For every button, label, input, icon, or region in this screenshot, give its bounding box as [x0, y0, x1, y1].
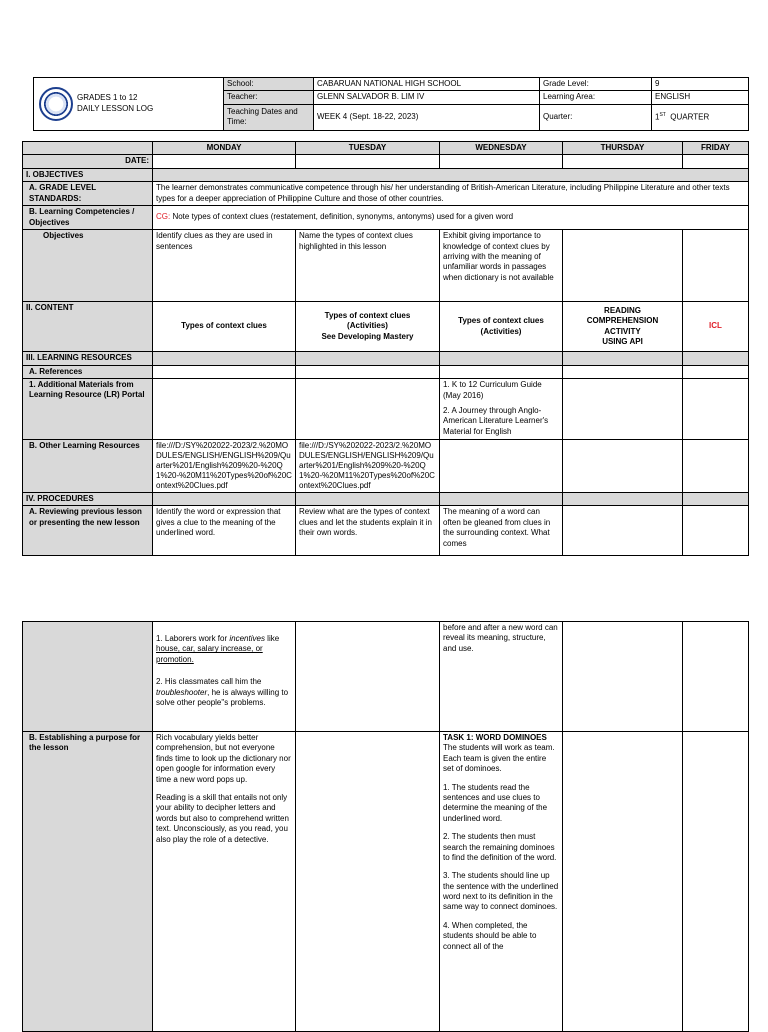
content-tuesday: [296, 302, 440, 352]
purpose-paragraph-1: Rich vocabulary yields better comprehension, but not everyone finds time to look up the dictionary nor open google for information every time a new word pops up.: [156, 733, 291, 784]
lesson-log-table: [22, 141, 749, 556]
logo-title-line2: DAILY LESSON LOG: [77, 103, 154, 113]
reviewing-wednesday: The meaning of a word can often be gleaned from clues in the surrounding context. What comes: [440, 506, 563, 556]
content-thursday-line1: READING: [604, 305, 641, 315]
objective-monday: Identify clues as they are used in sentences: [153, 230, 296, 302]
additional-materials-label: 1. Additional Materials from Learning Resource (LR) Portal: [23, 378, 153, 439]
objective-tuesday: Name the types of context clues highlighted in this lesson: [296, 230, 440, 302]
cg-prefix: CG:: [156, 212, 171, 222]
content-thursday-line4: USING API: [602, 337, 643, 347]
references-label: A. References: [23, 365, 153, 378]
teaching-dates-label: Teaching Dates and Time:: [224, 104, 314, 130]
objective-wednesday: Exhibit giving importance to knowledge of context clues by arriving with the meaning of unfamiliar words in passages when dictionary is not available: [440, 230, 563, 302]
header-info-table: [33, 77, 749, 131]
content-thursday-line3: ACTIVITY: [604, 326, 641, 336]
additional-ref-1: 1. K to 12 Curriculum Guide (May 2016): [443, 379, 542, 400]
establishing-purpose-monday: [153, 732, 296, 1032]
learning-competencies-text: [153, 206, 749, 230]
content-wednesday-line2: (Activities): [480, 326, 522, 336]
additional-materials-wednesday: [440, 378, 563, 439]
reviewing-monday-examples: [153, 622, 296, 732]
reviewing-wednesday-continued: before and after a new word can reveal its meaning, structure, and use.: [440, 622, 563, 732]
content-tuesday-line3: See Developing Mastery: [321, 331, 414, 341]
objectives-label: Objectives: [23, 230, 153, 302]
purpose-paragraph-2: Reading is a skill that entails not only your ability to decipher letters and words but also to comprehend written text. Unconsciously, as you read, you also play the role of a detective.: [156, 792, 289, 844]
task-title: TASK 1: WORD DOMINOES: [443, 733, 547, 742]
task-step-2: 2. The students then must search the remaining dominoes to find the definition of the word.: [443, 832, 557, 862]
day-header-monday: MONDAY: [153, 142, 296, 155]
learning-competencies-label: B. Learning Competencies / Objectives: [23, 206, 153, 230]
school-value: CABARUAN NATIONAL HIGH SCHOOL: [314, 78, 540, 91]
grade-level-standards-text: The learner demonstrates communicative competence through his/ her understanding of British-American Literature, including Philippine Literature and other texts types for a deeper appreciation of Philippine Culture and those of other countries.: [153, 182, 749, 206]
quarter-word: QUARTER: [670, 112, 710, 122]
content-thursday: [563, 302, 683, 352]
content-monday: Types of context clues: [153, 302, 296, 352]
content-label: II. CONTENT: [23, 302, 153, 352]
learning-area-value: ENGLISH: [652, 91, 749, 104]
teacher-label: Teacher:: [224, 91, 314, 104]
grade-level-standards-label: A. GRADE LEVEL STANDARDS:: [23, 182, 153, 206]
task-step-3: 3. The students should line up the sentence with the underlined word next to its definition in the same way to connect dominoes.: [443, 871, 559, 912]
reviewing-lesson-label: A. Reviewing previous lesson or presenting the new lesson: [23, 506, 153, 556]
task-step-1: 1. The students read the sentences and use clues to determine the meaning of the underlined word.: [443, 782, 548, 823]
date-label: DATE:: [23, 155, 153, 168]
task-intro: The students will work as team. Each team is given the entire set of dominoes.: [443, 743, 555, 774]
reviewing-tuesday: Review what are the types of context clues and let the students explain it in their own words.: [296, 506, 440, 556]
reviewing-monday: Identify the word or expression that gives a clue to the meaning of the underlined word.: [153, 506, 296, 556]
content-friday: ICL: [683, 302, 749, 352]
quarter-value: [652, 104, 749, 130]
section-learning-resources: III. LEARNING RESOURCES: [23, 352, 153, 365]
lesson-log-table-continued: [22, 621, 749, 1032]
content-wednesday: [440, 302, 563, 352]
deped-seal-icon: [39, 87, 73, 121]
teaching-dates-value: WEEK 4 (Sept. 18-22, 2023): [314, 104, 540, 130]
day-header-thursday: THURSDAY: [563, 142, 683, 155]
quarter-number: 1: [655, 112, 660, 122]
quarter-superscript: ST: [659, 111, 666, 118]
quarter-label: Quarter:: [540, 104, 652, 130]
content-tuesday-line1: Types of context clues: [324, 311, 411, 321]
logo-cell: [34, 78, 224, 131]
establishing-purpose-label: B. Establishing a purpose for the lesson: [23, 732, 153, 1032]
school-label: School:: [224, 78, 314, 91]
day-header-wednesday: WEDNESDAY: [440, 142, 563, 155]
task-step-4: 4. When completed, the students should be able to connect all of the: [443, 920, 537, 951]
day-header-friday: FRIDAY: [683, 142, 749, 155]
teacher-value: GLENN SALVADOR B. LIM IV: [314, 91, 540, 104]
day-header-tuesday: TUESDAY: [296, 142, 440, 155]
additional-ref-2: 2. A Journey through Anglo-American Literature Learner's Material for English: [443, 405, 549, 437]
other-resources-label: B. Other Learning Resources: [23, 439, 153, 492]
learning-area-label: Learning Area:: [540, 91, 652, 104]
grade-level-value: 9: [652, 78, 749, 91]
cg-text: Note types of context clues (restatement, definition, synonyms, antonyms) used for a given word: [170, 212, 514, 222]
other-resources-tuesday-link[interactable]: file:///D:/SY%202022-2023/2.%20MODULES/ENGLISH/ENGLISH%209/Quarter%201/English%209%20-%20Q1%20-%20M11%20Types%20of%20Context%20Clues.pdf: [296, 439, 440, 492]
grade-level-label: Grade Level:: [540, 78, 652, 91]
section-objectives: I. OBJECTIVES: [23, 168, 153, 181]
content-thursday-line2: COMPREHENSION: [586, 316, 659, 326]
content-wednesday-line1: Types of context clues: [458, 316, 544, 326]
example-1: 1. Laborers work for incentives like house, car, salary increase, or promotion.: [156, 634, 280, 664]
section-procedures: IV. PROCEDURES: [23, 492, 153, 505]
logo-title-line1: GRADES 1 to 12: [77, 93, 138, 103]
establishing-purpose-wednesday: [440, 732, 563, 1032]
content-tuesday-line2: (Activities): [347, 321, 388, 331]
other-resources-monday-link[interactable]: file:///D:/SY%202022-2023/2.%20MODULES/ENGLISH/ENGLISH%209/Quarter%201/English%209%20-%20Q1%20-%20M11%20Types%20of%20Context%20Clues.pdf: [153, 439, 296, 492]
example-2: 2. His classmates call him the troubleshooter, he is always willing to solve other people"s problems.: [156, 677, 289, 707]
